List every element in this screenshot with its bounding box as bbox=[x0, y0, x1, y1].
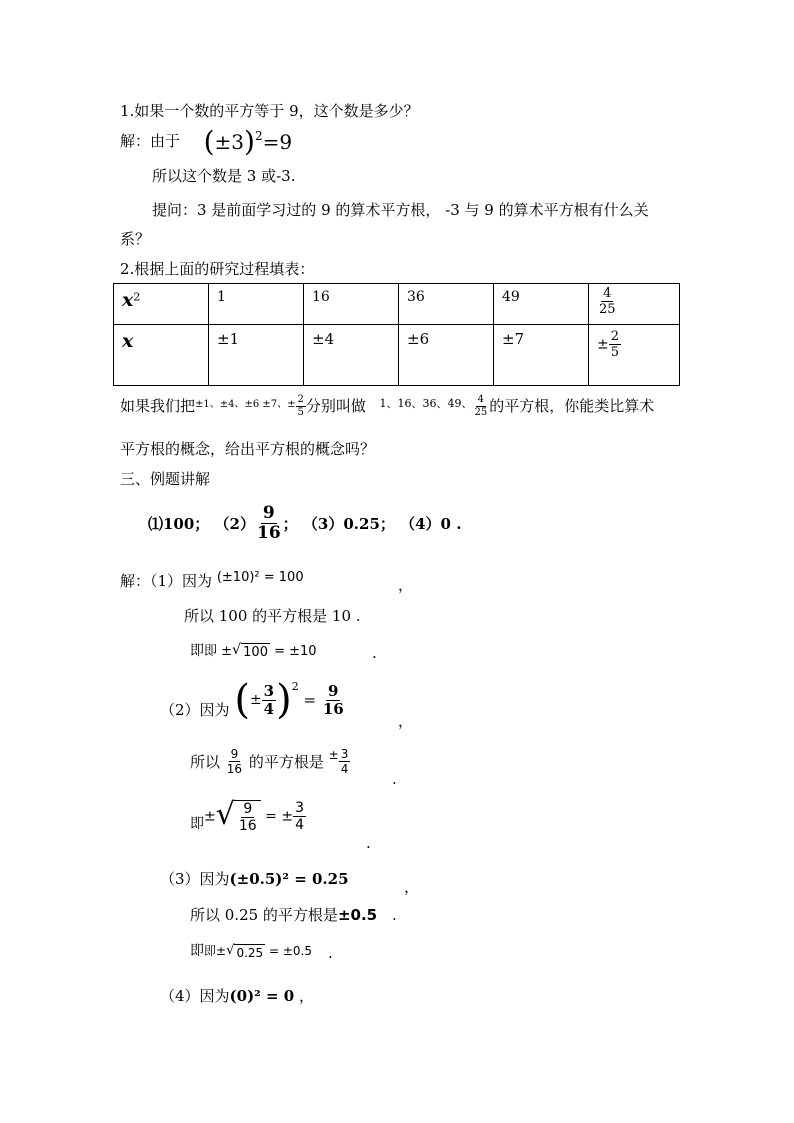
sol3-dot: . bbox=[392, 906, 397, 924]
table-cell: ±7 bbox=[494, 325, 589, 386]
sol2-dot: . bbox=[392, 770, 397, 788]
sol1-line1: 解：（1）因为 (±10)² = 100 bbox=[120, 570, 304, 590]
square-root-table bbox=[113, 283, 680, 386]
definition-paragraph-line1: 如果我们把$^{\pm 1、\pm 4、\pm 6 \pm 7、\pm}$ $\frac{2}{5}$ 分别叫做 $^{1、16、36、49、}$ $\frac{4}{25}$ 的平方根，你能类比算术 bbox=[120, 394, 655, 418]
row-label-x-squared: $x^2$ bbox=[114, 284, 209, 325]
sol2-line2: 所以 $\frac{9}{16}$ 的平方根是 ± $\frac{3}{4}$ bbox=[190, 747, 349, 776]
q2-heading: 2.根据上面的研究过程填表： bbox=[120, 260, 315, 278]
sol3-line2: 所以 0.25 的平方根是±0.5 bbox=[190, 906, 378, 924]
table-cell-fraction: ± $\frac{2}{5}$ bbox=[589, 325, 680, 386]
sol2-dot2: . bbox=[366, 834, 371, 852]
para-text: 的平方根，你能类比算术 bbox=[489, 397, 655, 415]
section-heading: 三、例题讲解 bbox=[120, 470, 211, 488]
q1-prompt-line2: 系？ bbox=[120, 230, 151, 248]
q1-eq-rhs: =9 bbox=[262, 130, 293, 154]
sol1-line3: 即即 ± √ 100 = ±10 bbox=[190, 642, 317, 660]
sol3-comma: ， bbox=[404, 878, 420, 896]
q1-eq-inner: ±3 bbox=[214, 130, 244, 154]
table-cell: 36 bbox=[399, 284, 494, 325]
squares-list: 1、16、36、49、 bbox=[379, 397, 473, 410]
table-cell: 1 bbox=[209, 284, 304, 325]
sol3-dot2: . bbox=[328, 944, 333, 962]
table-cell: ±4 bbox=[304, 325, 399, 386]
sol2-line3: 即± √ $\frac{9}{16}$ = ± $\frac{3}{4}$ bbox=[190, 797, 304, 834]
example-items: ⑴100； （2） $\frac{9}{16}$ ； （3）0.25； （4）0 . bbox=[148, 503, 462, 543]
definition-paragraph-line2: 平方根的概念，给出平方根的概念吗？ bbox=[120, 440, 376, 458]
table-cell: 49 bbox=[494, 284, 589, 325]
table-row bbox=[114, 325, 680, 386]
sol1-comma: ， bbox=[398, 576, 414, 594]
table-cell: ±6 bbox=[399, 325, 494, 386]
table-cell: ±1 bbox=[209, 325, 304, 386]
table-cell: 16 bbox=[304, 284, 399, 325]
q1-eq-exp: 2 bbox=[254, 129, 263, 143]
q1-question: 1.如果一个数的平方等于 9，这个数是多少？ bbox=[120, 102, 419, 120]
q1-solution-line: 解：由于 $(\pm 3)^2=9$ bbox=[120, 125, 293, 158]
table-cell-fraction: $\frac{4}{25}$ bbox=[589, 284, 680, 325]
sol3-line1: （3）因为(±0.5)² = 0.25 bbox=[160, 870, 349, 888]
q1-solution-prefix: 解：由于 bbox=[120, 132, 181, 150]
row-label-x: x bbox=[114, 325, 209, 386]
q1-answer: 所以这个数是 3 或-3. bbox=[152, 167, 296, 185]
sol4-line1: （4）因为(0)² = 0 ， bbox=[160, 987, 314, 1005]
roots-list: ±1、±4、±6 ±7、± bbox=[195, 399, 296, 410]
para-text: 如果我们把 bbox=[120, 397, 196, 415]
sol1-dot: . bbox=[372, 644, 377, 662]
sol2-line1: （2）因为 (± $\frac{3}{4}$ )$^2$ = $\frac{9}{16}$ bbox=[160, 677, 344, 723]
q1-prompt-line1: 提问：3 是前面学习过的 9 的算术平方根， -3 与 9 的算术平方根有什么关 bbox=[152, 201, 649, 219]
para-text: 分别叫做 bbox=[305, 397, 366, 415]
table-row bbox=[114, 284, 680, 325]
sol2-comma: ， bbox=[398, 712, 414, 730]
sol3-line3: 即即± √ 0.25 = ±0.5 bbox=[190, 942, 313, 960]
sol1-line2: 所以 100 的平方根是 10 . bbox=[184, 607, 361, 625]
